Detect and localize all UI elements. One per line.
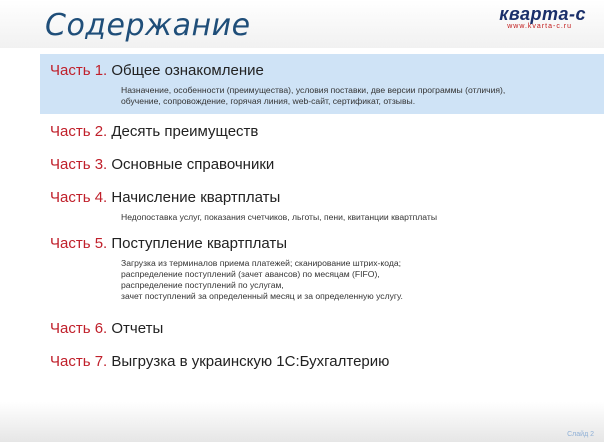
description-line: Недопоставка услуг, показания счетчиков, льготы, пени, квитанции квартплаты: [121, 212, 437, 222]
part-label: Часть: [50, 189, 91, 206]
logo-subtext: www.kvarta-c.ru: [507, 23, 572, 30]
part-label: Часть: [50, 353, 91, 370]
part-title: Выгрузка в украинскую 1С:Бухгалтерию: [111, 353, 390, 370]
page-title: Содержание: [45, 8, 251, 43]
part-label: Часть: [50, 62, 91, 79]
part-label: Часть: [50, 123, 91, 140]
part-title: Отчеты: [111, 320, 164, 337]
page-number: Слайд 2: [567, 431, 594, 438]
toc-item-5[interactable]: [50, 235, 287, 252]
part-label: Часть: [50, 235, 91, 252]
toc-item-6[interactable]: [50, 320, 163, 337]
part-number: 2.: [94, 123, 108, 140]
description-line: Загрузка из терминалов приема платежей; сканирование штрих-кода;: [121, 258, 402, 268]
part-number: 3.: [94, 156, 108, 173]
part-number: 4.: [94, 189, 108, 206]
toc-item-5-description: [121, 258, 403, 302]
description-line: распределение поступлений (зачет авансов) по месяцам (FIFO),: [121, 269, 380, 279]
part-title: Общее ознакомление: [111, 62, 264, 79]
logo-text: кварта-с: [499, 4, 586, 24]
part-title: Поступление квартплаты: [111, 235, 288, 252]
toc-item-4-description: [121, 212, 437, 223]
toc-item-1-description: [121, 85, 505, 107]
part-number: 7.: [94, 353, 108, 370]
part-label: Часть: [50, 156, 91, 173]
part-label: Часть: [50, 320, 91, 337]
description-line: обучение, сопровождение, горячая линия, web-сайт, сертификат, отзывы.: [121, 96, 416, 106]
part-title: Десять преимуществ: [111, 123, 259, 140]
part-number: 5.: [94, 235, 108, 252]
part-number: 1.: [94, 62, 108, 79]
toc-item-7[interactable]: [50, 353, 389, 370]
logo: [490, 4, 586, 30]
toc-item-1[interactable]: [50, 62, 264, 79]
toc-item-3[interactable]: [50, 156, 274, 173]
toc-item-4[interactable]: [50, 189, 280, 206]
footer-shadow: [0, 402, 604, 442]
description-line: зачет поступлений за определенный месяц и за определенную услугу.: [121, 291, 403, 301]
part-title: Основные справочники: [111, 156, 275, 173]
part-title: Начисление квартплаты: [111, 189, 281, 206]
description-line: Назначение, особенности (преимущества), условия поставки, две версии программы (отличия),: [121, 85, 506, 95]
toc-item-2[interactable]: [50, 123, 258, 140]
part-number: 6.: [94, 320, 108, 337]
description-line: распределение поступлений по услугам,: [121, 280, 284, 290]
